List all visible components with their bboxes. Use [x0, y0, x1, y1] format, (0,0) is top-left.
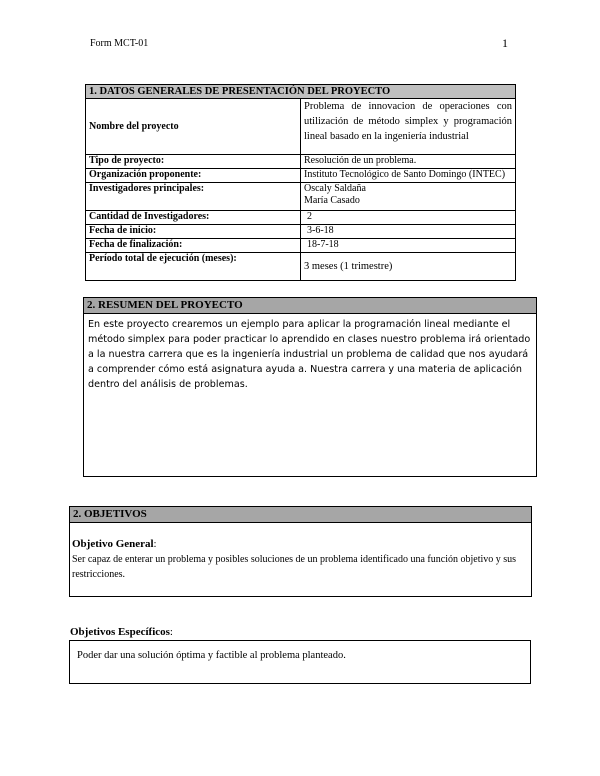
section2-title: 2. RESUMEN DEL PROYECTO	[84, 298, 536, 314]
specific-objectives-heading	[70, 626, 173, 638]
value-researchers	[301, 183, 516, 211]
specific-objectives-colon: :	[169, 626, 173, 638]
label-duration: Período total de ejecución (meses):	[86, 253, 301, 281]
value-project-type: Resolución de un problema.	[301, 155, 516, 169]
general-objective-label: Objetivo General	[72, 538, 154, 550]
general-objective-colon: :	[153, 539, 157, 550]
specific-objectives-label: Objetivos Específicos	[70, 626, 170, 638]
researcher-2: María Casado	[304, 195, 360, 206]
value-end-date: 18-7-18	[301, 239, 516, 253]
value-start-date: 3-6-18	[301, 225, 516, 239]
value-project-name: Problema de innovacion de operaciones con utilización de método simplex y programación lineal basado en la ingeniería industrial	[301, 99, 516, 155]
value-duration: 3 meses (1 trimestre)	[301, 253, 516, 281]
researcher-1: Oscaly Saldaña	[304, 183, 366, 194]
label-researcher-count: Cantidad de Investigadores:	[86, 211, 301, 225]
value-organization: Instituto Tecnológico de Santo Domingo (INTEC)	[301, 169, 516, 183]
specific-objective-text: Poder dar una solución óptima y factible al problema planteado.	[77, 650, 346, 661]
section1-title: 1. DATOS GENERALES DE PRESENTACIÓN DEL PROYECTO	[86, 85, 516, 99]
label-start-date: Fecha de inicio:	[86, 225, 301, 239]
general-objective	[70, 523, 531, 582]
form-id: Form MCT-01	[90, 38, 149, 49]
label-project-name: Nombre del proyecto	[86, 99, 301, 155]
project-info-table	[85, 84, 516, 281]
summary-box	[83, 297, 537, 477]
label-project-type: Tipo de proyecto:	[86, 155, 301, 169]
specific-objectives-box	[69, 640, 531, 684]
summary-text: En este proyecto crearemos un ejemplo para aplicar la programación lineal mediante el método simplex para poder practicar lo aprendido en clases nuestro problema irá orientado a la nuestra carrera que es la ingeniería industrial un problema de calidad que nos ayudará a comprender cómo está asignatura ayuda a. Nuestra carrera y una materia de aplicación dentro del análisis de problemas.	[88, 319, 531, 390]
objectives-box	[69, 506, 532, 597]
value-researcher-count: 2	[301, 211, 516, 225]
label-organization: Organización proponente:	[86, 169, 301, 183]
section3-title: 2. OBJETIVOS	[70, 507, 531, 523]
page-number: 1	[502, 36, 508, 50]
general-objective-text: Ser capaz de enterar un problema y posibles soluciones de un problema identificado una función objetivo y sus restricciones.	[72, 554, 517, 580]
label-researchers: Investigadores principales:	[86, 183, 301, 211]
label-end-date: Fecha de finalización:	[86, 239, 301, 253]
